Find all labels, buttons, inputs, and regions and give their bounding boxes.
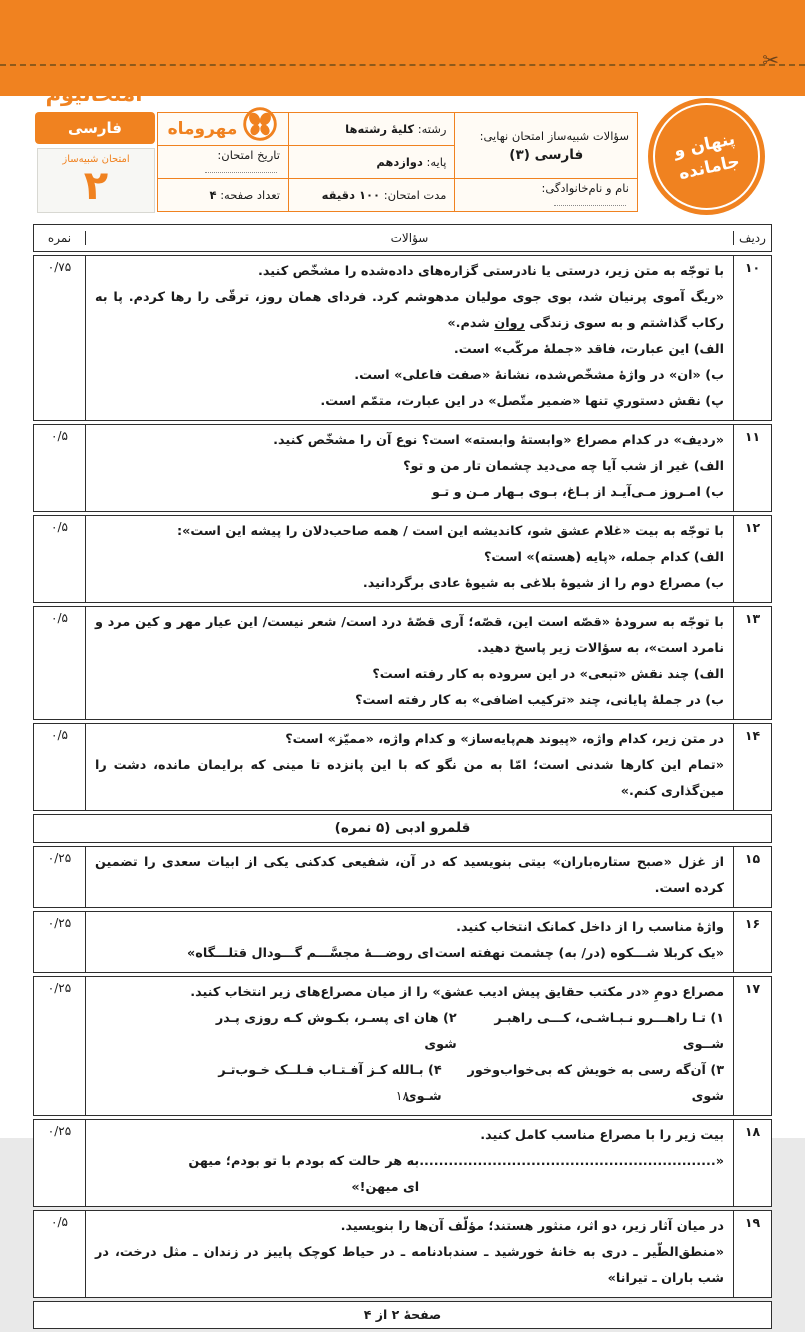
question-line: «تمام این کارها شدنی است؛ امّا به من نگو که با این پانزده تا مینی که برایمان مانده، دشت را مین‌گذاری کنم.» <box>95 758 724 799</box>
question-body <box>86 724 733 810</box>
duration-label: مدت امتحان: <box>383 188 447 202</box>
questions-table <box>33 224 772 1332</box>
question-line: با توجّه به بیت «غلام عشق شو، کاندیشه این است / همه صاحب‌دلان را پیشه این است»: <box>177 524 724 539</box>
question-score: ۰/۵ <box>34 516 86 602</box>
question-score: ۰/۵ <box>34 724 86 810</box>
question-row <box>33 911 772 973</box>
question-row <box>33 515 772 603</box>
date-label: تاریخ امتحان: <box>217 148 280 162</box>
hemistich: ۴) بـالله کـز آفـتـاب فـلــک خـوب‌تـر شـوی <box>218 1063 442 1104</box>
question-line: ب) در جملهٔ پایانی، چند «ترکیب اضافی» به کار رفته است؟ <box>355 693 724 708</box>
date-cell <box>158 146 289 179</box>
question-line: ب) مصراع دوم را از شیوهٔ بلاغی به شیوهٔ عادی برگردانید. <box>362 576 724 591</box>
question-score: ۰/۵ <box>34 425 86 511</box>
question-number: ۱۲ <box>733 516 771 602</box>
question-row <box>33 1119 772 1207</box>
verse-line <box>95 1149 724 1201</box>
butterfly-icon <box>242 106 278 142</box>
question-body <box>86 1120 733 1206</box>
question-line: از غزل «صبح ستاره‌باران» بیتی بنویسید که در آن، شفیعی کدکنی یکی از ابیات سعدی را تضمین کرده است. <box>95 855 724 896</box>
question-number: ۱۱ <box>733 425 771 511</box>
question-body <box>86 607 733 719</box>
exam-title-value: فارسی (۳) <box>509 146 584 163</box>
pages-cell <box>158 179 289 212</box>
field-label: رشته: <box>417 122 447 136</box>
stamp-line2: جامانده <box>676 151 742 184</box>
verse-line <box>95 941 724 967</box>
stamp-text <box>671 128 741 186</box>
questions-table-header <box>33 224 772 252</box>
question-score: ۰/۲۵ <box>34 912 86 972</box>
name-label: نام و نام‌خانوادگی: <box>541 181 629 195</box>
question-line: «ردیف» در کدام مصراع «وابستهٔ وابسته» است؟ نوع آن را مشخّص کنید. <box>273 433 724 448</box>
duration-cell <box>289 179 455 212</box>
pages-label: تعداد صفحه: <box>220 188 280 202</box>
exam-info-table <box>157 112 638 212</box>
book-page-number: ۱۸ <box>395 1088 410 1103</box>
question-line: مصراع دومِ «در مکتب حقایق پیش ادیب عشق» را از میان مصراع‌های زیر انتخاب کنید. <box>190 985 724 1000</box>
question-number: ۱۸ <box>733 1120 771 1206</box>
question-score: ۰/۲۵ <box>34 847 86 907</box>
question-row <box>33 723 772 811</box>
publisher-cell <box>158 113 289 146</box>
question-score: ۰/۵ <box>34 607 86 719</box>
question-line: پ) نقش دستوریِ تنها «ضمیر متّصل» در این عبارت، متمّم است. <box>320 394 724 409</box>
question-body <box>86 256 733 420</box>
question-line: ب) امـروز مـی‌آیـد از بـاغ، بـوی بـهار مـن و تـو <box>431 485 724 500</box>
name-cell <box>455 179 638 212</box>
hemistich: «یک کربلا شـــکوه (در/ به) چشمت نهفته است <box>434 946 724 961</box>
question-body <box>86 516 733 602</box>
question-line: الف) غیر از شب آیا چه می‌دید چشمان تار من و تو؟ <box>403 459 724 474</box>
exam-title-label: سؤالات شبیه‌ساز امتحان نهایی: <box>479 128 629 143</box>
question-body <box>86 847 733 907</box>
simulator-box <box>37 148 155 213</box>
question-body <box>86 1211 733 1297</box>
grade-value: دوازدهم <box>376 155 423 169</box>
question-line: با توجّه به سرودهٔ «قصّه است این، قصّه؛ آری قصّهٔ درد است/ شعر نیست/ این عیار مهر و کین مرد و نامرد است»، به سؤالات زیر پاسخ دهید. <box>95 615 724 656</box>
question-score: ۰/۲۵ <box>34 1120 86 1206</box>
hemistich: ای روضـــهٔ مجسَّـــم گـــودال قتلـــگاه» <box>187 946 434 961</box>
question-row <box>33 424 772 512</box>
grade-cell <box>289 146 455 179</box>
question-body <box>86 912 733 972</box>
question-score: ۰/۵ <box>34 1211 86 1297</box>
question-line: «منطق‌الطّیر ـ دری به خانهٔ خورشید ـ سندبادنامه ـ در حیاط کوچک پاییز در زندان ـ مثل درخت، در شب باران ـ تیرانا» <box>95 1245 724 1286</box>
question-line: الف) چند نقش «تبعی» در این سروده به کار رفته است؟ <box>372 667 724 682</box>
date-dotted-line <box>205 162 277 173</box>
publisher-logo <box>166 116 280 142</box>
question-number: ۱۵ <box>733 847 771 907</box>
question-line: واژهٔ مناسب را از داخل کمانک انتخاب کنید. <box>456 920 724 935</box>
hemistich: به هر حالت که بودم با تو بودم؛ میهن ای میهن!» <box>188 1154 420 1195</box>
hemistich: ۲) هان ای پسـر، بکـوش کـه روزی پـدر شوی <box>215 1011 457 1052</box>
question-line: با توجّه به متن زیر، درستی یا نادرستی گزاره‌های داده‌شده را مشخّص کنید. <box>258 264 724 279</box>
exam-title-cell <box>455 113 638 179</box>
section-header-row: قلمرو ادبی (۵ نمره) <box>33 814 772 843</box>
simulator-number: ۲ <box>83 163 109 209</box>
stamp-line1: پنهان و <box>671 128 737 162</box>
question-number: ۱۶ <box>733 912 771 972</box>
question-line: بیت زیر را با مصراع مناسب کامل کنید. <box>480 1128 724 1143</box>
question-row <box>33 255 772 421</box>
question-line: الف) کدام جمله، «پایه (هسته)» است؟ <box>483 550 724 565</box>
question-row <box>33 846 772 908</box>
scissors-icon: ✂ <box>762 48 779 72</box>
verse-line <box>95 1006 724 1058</box>
stamp-badge <box>648 98 765 215</box>
subject-badge: فارسی <box>35 112 155 144</box>
name-dotted-line <box>554 195 626 206</box>
brand-logo-text: امتحانیوم <box>45 82 143 106</box>
column-row-number: ردیف <box>733 231 771 245</box>
question-line: در میان آثار زیر، دو اثر، منثور هستند؛ مؤلّف آن‌ها را بنویسید. <box>340 1219 724 1234</box>
question-rows <box>33 255 772 1298</box>
field-value: کلیهٔ رشته‌ها <box>345 122 415 136</box>
question-score: ۰/۷۵ <box>34 256 86 420</box>
hemistich: «............................................................. <box>419 1154 724 1169</box>
question-body <box>86 425 733 511</box>
question-number: ۱۴ <box>733 724 771 810</box>
cut-dashed-line <box>0 64 805 66</box>
pages-value: ۴ <box>209 188 217 202</box>
hemistich: ۳) آن‌گه رسی به خویش که بی‌خواب‌وخور شوی <box>467 1063 724 1104</box>
question-line: «ریگ آموی پرنیان شد، بوی جوی مولیان مدهوشم کرد. فردای همان روز، ترقّی را رها کردم. پا به رکاب گذاشتم و به سوی زندگی روان شدم.» <box>95 290 724 331</box>
question-score: ۰/۲۵ <box>34 977 86 1115</box>
question-number: ۱۳ <box>733 607 771 719</box>
underlined-word: روان <box>494 316 525 331</box>
question-row <box>33 606 772 720</box>
simulator-label: امتحان شبیه‌ساز <box>62 154 130 165</box>
field-cell <box>289 113 455 146</box>
publisher-name: مهروماه <box>167 119 238 139</box>
question-line: الف) این عبارت، فاقد «جملهٔ مرکّب» است. <box>453 342 724 357</box>
table-footer-page-indicator: صفحهٔ ۲ از ۴ <box>33 1301 772 1329</box>
question-line: ب) «ان» در واژهٔ مشخّص‌شده، نشانهٔ «صفت فاعلی» است. <box>354 368 724 383</box>
duration-value: ۱۰۰ دقیقه <box>321 188 381 202</box>
question-number: ۱۹ <box>733 1211 771 1297</box>
question-number: ۱۰ <box>733 256 771 420</box>
column-questions: سؤالات <box>390 231 429 245</box>
column-score: نمره <box>34 231 86 245</box>
question-number: ۱۷ <box>733 977 771 1115</box>
hemistich: ۱) تـا راهـــرو نـبـاشـی، کـــی راهبـر شــوی <box>494 1011 724 1052</box>
question-line: در متن زیر، کدام واژه، «پیوند هم‌پایه‌ساز» و کدام واژه، «ممیّز» است؟ <box>285 732 724 747</box>
question-row <box>33 1210 772 1298</box>
grade-label: پایه: <box>426 155 447 169</box>
